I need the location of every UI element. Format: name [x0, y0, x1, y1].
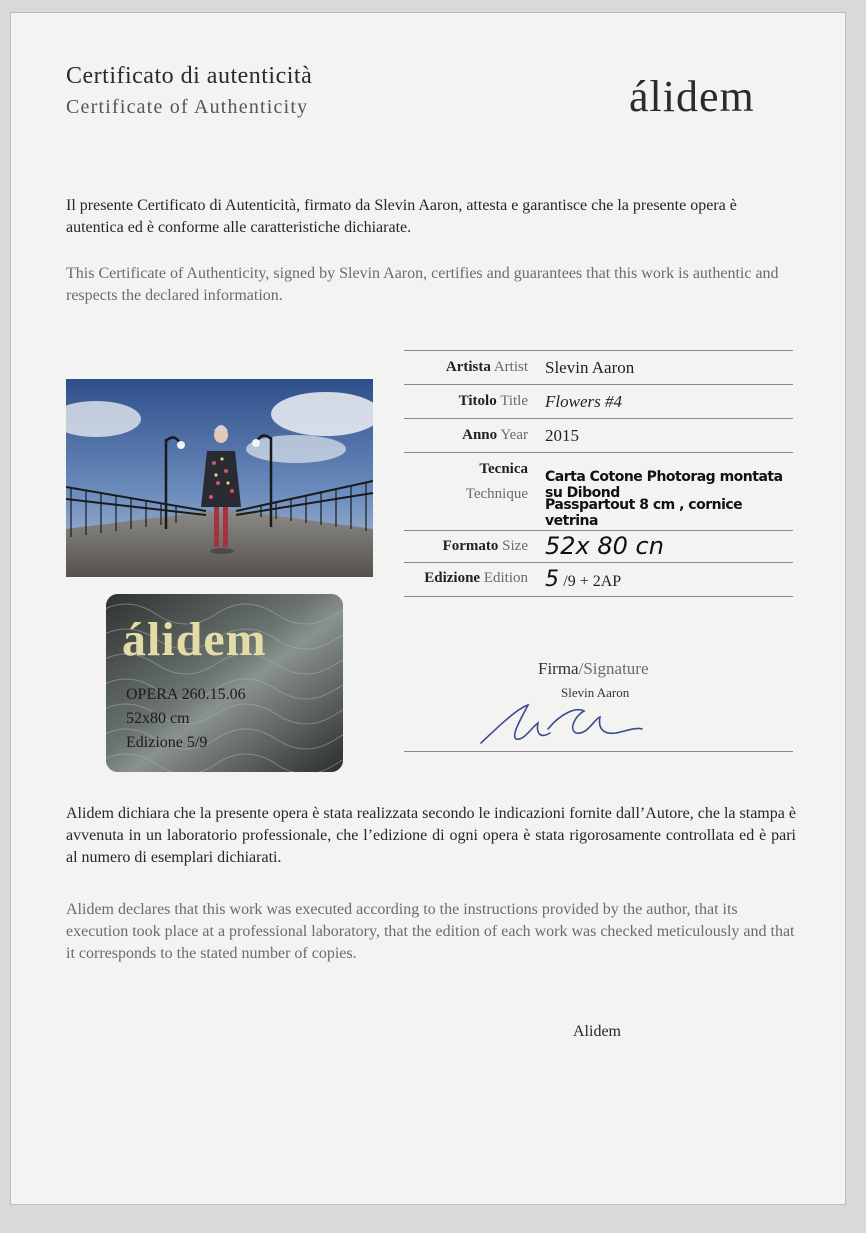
declaration-english: Alidem declares that this work was executed according to the instructions provided by the author, that its execution took place at a professional laboratory, that the edition of each work was checked meticulously and that it corresponds to the stated number of copies. [66, 901, 795, 962]
table-bottom-rule [404, 596, 793, 597]
signoff-alidem: Alidem [573, 1023, 621, 1040]
row-title [404, 384, 793, 419]
row-edition [404, 562, 793, 597]
value-year: 2015 [545, 426, 579, 445]
signature-line [404, 751, 793, 752]
hologram-sticker [106, 594, 343, 772]
artwork-photo [66, 379, 373, 577]
row-year [404, 418, 793, 453]
hologram-size: 52x80 cm [126, 710, 190, 727]
signature-name: Slevin Aaron [561, 685, 630, 700]
label-title: Titolo Title [458, 393, 528, 409]
value-technique-line2: Passpartout 8 cm , cornice vetrina [545, 497, 743, 529]
label-year: Anno Year [462, 427, 528, 443]
label-technique-en: Technique [465, 486, 528, 502]
hologram-edition: Edizione 5/9 [126, 734, 208, 751]
certificate-page [10, 12, 846, 1205]
title-italian: Certificato di autenticità [66, 63, 313, 89]
value-size: 52x 80 cn [545, 532, 664, 560]
edition-number: 5 [545, 567, 559, 592]
declaration-italian: Alidem dichiara che la presente opera è stata realizzata secondo le indicazioni fornite dall’Autore, che la stampa è avvenuta in un laboratorio professionale, che l’edizione di ogni opera è stata rigorosamente controllata ed è pari al numero di esemplari dichiarati. [66, 805, 796, 866]
label-size: Formato Size [442, 538, 528, 554]
title-english: Certificate of Authenticity [66, 96, 309, 118]
hologram-opera-number: OPERA 260.15.06 [126, 686, 246, 703]
intro-english: This Certificate of Authenticity, signed by Slevin Aaron, certifies and guarantees that this work is authentic and respects the declared information. [66, 265, 779, 304]
value-edition [545, 567, 621, 592]
intro-italian: Il presente Certificato di Autenticità, firmato da Slevin Aaron, attesta e garantisce che la presente opera è autentica ed è conforme alle caratteristiche dichiarate. [66, 197, 737, 236]
alidem-logo: álidem [629, 72, 755, 121]
value-technique-line1: Carta Cotone Photorag montata su Dibond [545, 469, 783, 501]
signature-label: Firma/Signature [538, 659, 649, 678]
hologram-brand: álidem [122, 613, 267, 666]
label-edition: Edizione Edition [424, 570, 528, 586]
row-artist [404, 350, 793, 385]
handwritten-signature [476, 699, 646, 749]
row-size [404, 530, 793, 563]
label-technique-it: Tecnica [479, 461, 528, 477]
row-technique [404, 452, 793, 531]
value-title: Flowers #4 [545, 392, 622, 411]
edition-total: /9 + 2AP [563, 573, 622, 590]
label-artist: Artista Artist [445, 359, 528, 375]
value-artist: Slevin Aaron [545, 358, 635, 377]
